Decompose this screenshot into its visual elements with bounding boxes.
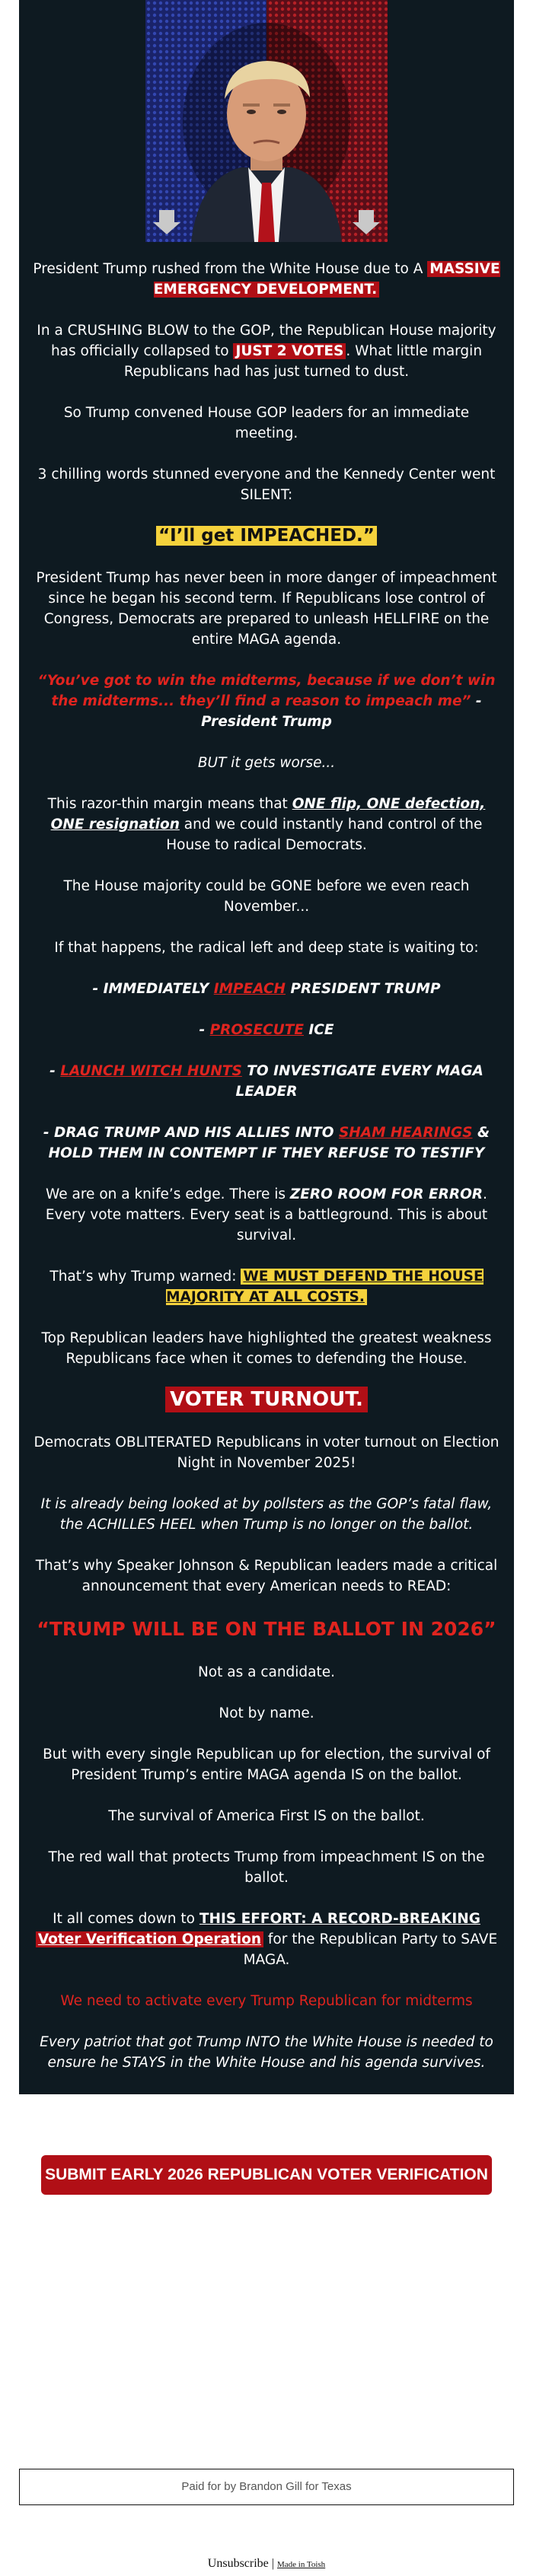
threat-prosecute: - PROSECUTE ICE <box>199 1022 334 1038</box>
waiting-paragraph: If that happens, the radical left and deep state is waiting to: <box>54 940 479 956</box>
warned-paragraph: That’s why Trump warned: WE MUST DEFEND THE HOUSE MAJORITY AT ALL COSTS. <box>49 1269 484 1305</box>
danger-paragraph: President Trump has never been in more danger of impeachment since he began his second term. If Republicans lose control of Congress, Democrats are prepared to unleash HELLFIRE on the entire MAGA agenda. <box>36 570 497 648</box>
email-card <box>19 0 514 2183</box>
threat-sham-hearings: - DRAG TRUMP AND HIS ALLIES INTO SHAM HEARINGS & HOLD THEM IN CONTEMPT IF THEY REFUSE TO TESTIFY <box>43 1125 490 1161</box>
obliterated-paragraph: Democrats OBLITERATED Republicans in voter turnout on Election Night in November 2025! <box>34 1434 499 1471</box>
johnson-paragraph: That’s why Speaker Johnson & Republican leaders made a critical announcement that every American needs to READ: <box>35 1558 498 1594</box>
pollsters-paragraph: It is already being looked at by pollsters as the GOP’s fatal flaw, the ACHILLES HEEL when Trump is no longer on the ballot. <box>40 1496 493 1533</box>
two-votes-highlight: JUST 2 VOTES <box>233 343 346 359</box>
paid-for-disclaimer: Paid for by Brandon Gill for Texas <box>19 2469 514 2505</box>
defend-house-highlight: WE MUST DEFEND THE HOUSE MAJORITY AT ALL COSTS. <box>166 1269 484 1305</box>
footer: Unsubscribe | Made in Toish <box>207 2557 326 2570</box>
quote-text: “You’ve got to win the midterms, because if we don’t win the midterms... they’ll find a reason to impeach me” <box>37 673 496 709</box>
convened-paragraph: So Trump convened House GOP leaders for an immediate meeting. <box>63 405 470 441</box>
crushing-blow-paragraph: In a CRUSHING BLOW to the GOP, the Republican House majority has officially collapsed to JUST 2 VOTES . What little margin Republicans had has just turned to dust. <box>37 323 496 380</box>
red-wall-paragraph: The red wall that protects Trump from impeachment IS on the ballot. <box>48 1849 485 1886</box>
massive-emergency-highlight: MASSIVE EMERGENCY DEVELOPMENT. <box>153 261 500 298</box>
no-voter-paragraph: No voter can sit this out. Please, with the thinnest majority we have ever faced, we need to know we can count on you. <box>46 2096 487 2132</box>
threat-impeach: - IMMEDIATELY IMPEACH PRESIDENT TRUMP <box>92 981 441 997</box>
worse-paragraph: BUT it gets worse... <box>197 755 336 771</box>
every-republican-paragraph: But with every single Republican up for election, the survival of President Trump’s entire MAGA agenda IS on the ballot. <box>43 1747 490 1783</box>
intro-paragraph: President Trump rushed from the White House due to A MASSIVE EMERGENCY DEVELOPMENT. <box>33 261 500 298</box>
threat-witch-hunts: - LAUNCH WITCH HUNTS TO INVESTIGATE EVERY MAGA LEADER <box>49 1063 484 1100</box>
turnout-heading: VOTER TURNOUT. <box>33 1390 500 1412</box>
quote-attribution: - President Trump <box>201 693 482 730</box>
trump-quote <box>33 670 500 732</box>
patriot-paragraph: Every patriot that got Trump INTO the White House is needed to ensure he STAYS in the White House and his agenda survives. <box>40 2034 493 2071</box>
made-in-link[interactable]: Made in Toish <box>276 2560 326 2569</box>
activate-paragraph: We need to activate every Trump Republican for midterms <box>60 1993 473 2009</box>
weakness-paragraph: Top Republican leaders have highlighted the greatest weakness Republicans face when it comes to defending the House. <box>41 1330 492 1367</box>
submit-verification-button[interactable]: SUBMIT EARLY 2026 REPUBLICAN VOTER VERIFICATION <box>41 2155 492 2195</box>
voter-verification-highlight: Voter Verification Operation <box>36 1931 263 1947</box>
gone-paragraph: The House majority could be GONE before we even reach November... <box>63 878 470 915</box>
razor-paragraph: This razor-thin margin means that ONE flip, ONE defection, ONE resignation and we could instantly hand control of the House to radical Democrats. <box>47 796 486 853</box>
not-candidate-paragraph: Not as a candidate. <box>197 1664 336 1680</box>
ballot-heading: “TRUMP WILL BE ON THE BALLOT IN 2026” <box>37 1618 496 1640</box>
impeached-quote <box>33 526 500 547</box>
chilling-paragraph: 3 chilling words stunned everyone and the Kennedy Center went SILENT: <box>37 466 496 503</box>
knife-edge-paragraph: We are on a knife’s edge. There is ZERO ROOM FOR ERROR. Every vote matters. Every seat is a battleground. This is about survival. <box>45 1186 488 1243</box>
not-name-paragraph: Not by name. <box>219 1705 314 1721</box>
unsubscribe-link[interactable]: Unsubscribe <box>207 2557 269 2570</box>
effort-paragraph: It all comes down to THIS EFFORT: A RECORD-BREAKING Voter Verification Operation for the Republican Party to SAVE MAGA. <box>33 1909 500 1970</box>
survival-paragraph: The survival of America First IS on the ballot. <box>108 1808 425 1824</box>
hero-image[interactable] <box>145 0 388 242</box>
cta-wrapper <box>33 2155 500 2195</box>
impeached-highlight: “I’ll get IMPEACHED.” <box>156 526 377 546</box>
one-flip-text: ONE flip, ONE defection, ONE resignation <box>50 796 486 833</box>
